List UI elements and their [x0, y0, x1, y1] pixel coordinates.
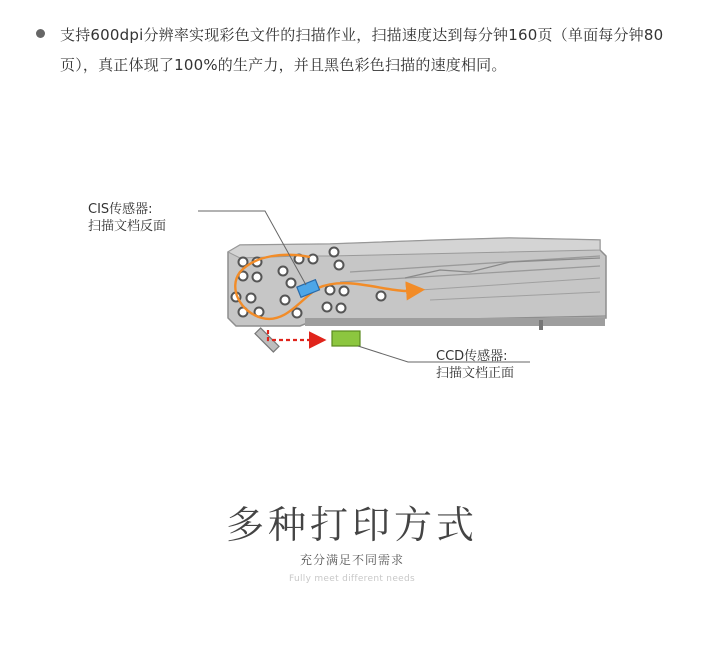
bullet-dot-icon: [36, 29, 45, 38]
scanner-illustration: [0, 150, 704, 430]
scanner-diagram: [0, 150, 704, 430]
scanner-body: [228, 238, 606, 330]
section-title: 多种打印方式: [225, 503, 478, 547]
section-subtitle: 充分满足不同需求: [299, 553, 404, 567]
intro-bullet: [36, 20, 676, 80]
ccd-label-desc: 扫描文档正面: [436, 366, 515, 381]
cis-label-title: CIS传感器:: [88, 202, 153, 217]
ccd-label: [436, 348, 514, 382]
intro-text: 支持600dpi分辨率实现彩色文件的扫描作业，扫描速度达到每分钟160页（单面每分钟80页），真正体现了100%的生产力，并且黑色彩色扫描的速度相同。: [60, 26, 664, 74]
light-path-arrow: [268, 330, 320, 340]
section-caption: Fully meet different needs: [288, 574, 415, 584]
cis-label-desc: 扫描文档反面: [88, 219, 167, 234]
cis-label: [88, 201, 166, 235]
ccd-sensor-icon: [332, 331, 360, 346]
ccd-label-title: CCD传感器:: [436, 349, 508, 364]
